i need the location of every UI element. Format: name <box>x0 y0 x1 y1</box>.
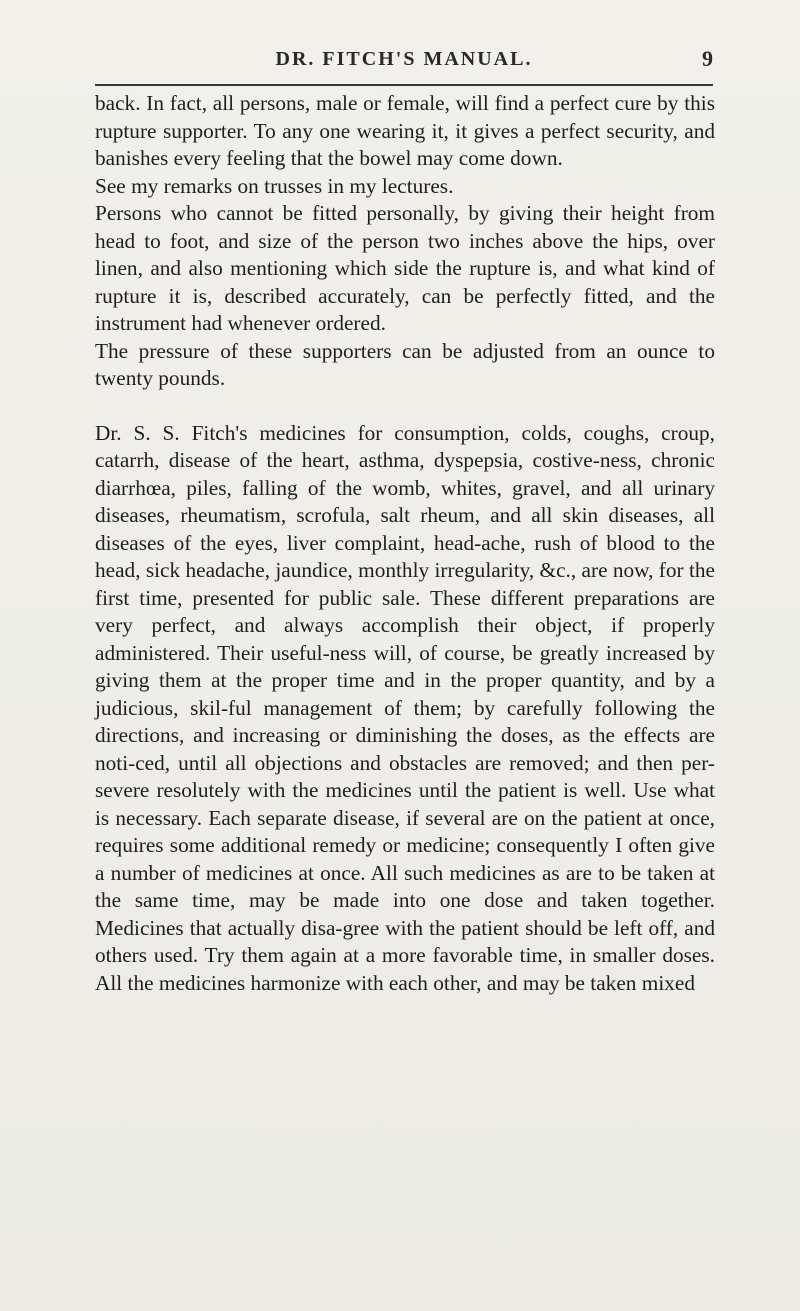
paragraph: The pressure of these supporters can be adjusted from an ounce to twenty pounds. <box>95 338 715 390</box>
body-text <box>95 90 715 997</box>
running-title: DR. FITCH'S MANUAL. <box>275 48 533 70</box>
page-number: 9 <box>702 46 713 71</box>
running-header <box>95 48 713 76</box>
paragraph: See my remarks on trusses in my lectures. <box>95 173 454 198</box>
paragraph: back. In fact, all persons, male or female, will find a perfect cure by this rupture supporter. To any one wearing it, it gives a perfect security, and banishes every feeling that the bowel may come down. <box>95 91 715 170</box>
header-rule <box>95 84 713 86</box>
paragraph: Persons who cannot be fitted personally, by giving their height from head to foot, and size of the person two inches above the hips, over linen, and also mentioning which side the rupture is, and what kind of rupture it is, described accurately, can be perfectly fitted, and the instrument had whenever ordered. <box>95 201 715 335</box>
paragraph: Dr. S. S. Fitch's medicines for consumption, colds, coughs, croup, catarrh, disease of the heart, asthma, dyspepsia, costive-ness, chronic diarrhœa, piles, falling of the womb, whites, gravel, and all urinary diseases, rheumatism, scrofula, salt rheum, and all skin diseases, all diseases of the eyes, liver complaint, head-ache, rush of blood to the head, sick headache, jaundice, monthly irregularity, &c., are now, for the first time, presented for public sale. These different preparations are very perfect, and always accomplish their object, if properly administered. Their useful-ness will, of course, be greatly increased by giving them at the proper time and in the proper quantity, and by a judicious, skil-ful management of them; by carefully following the directions, and increasing or diminishing the doses, as the effects are noti-ced, until all objections and obstacles are removed; and then per-severe resolutely with the medicines until the patient is well. Use what is necessary. Each separate disease, if several are on the patient at once, requires some additional remedy or medicine; consequently I often give a number of medicines at once. All such medicines as are to be taken at the same time, may be made into one dose and taken together. Medicines that actually disa-gree with the patient should be left off, and others used. Try them again at a more favorable time, in smaller doses. All the medicines harmonize with each other, and may be taken mixed <box>95 420 715 995</box>
